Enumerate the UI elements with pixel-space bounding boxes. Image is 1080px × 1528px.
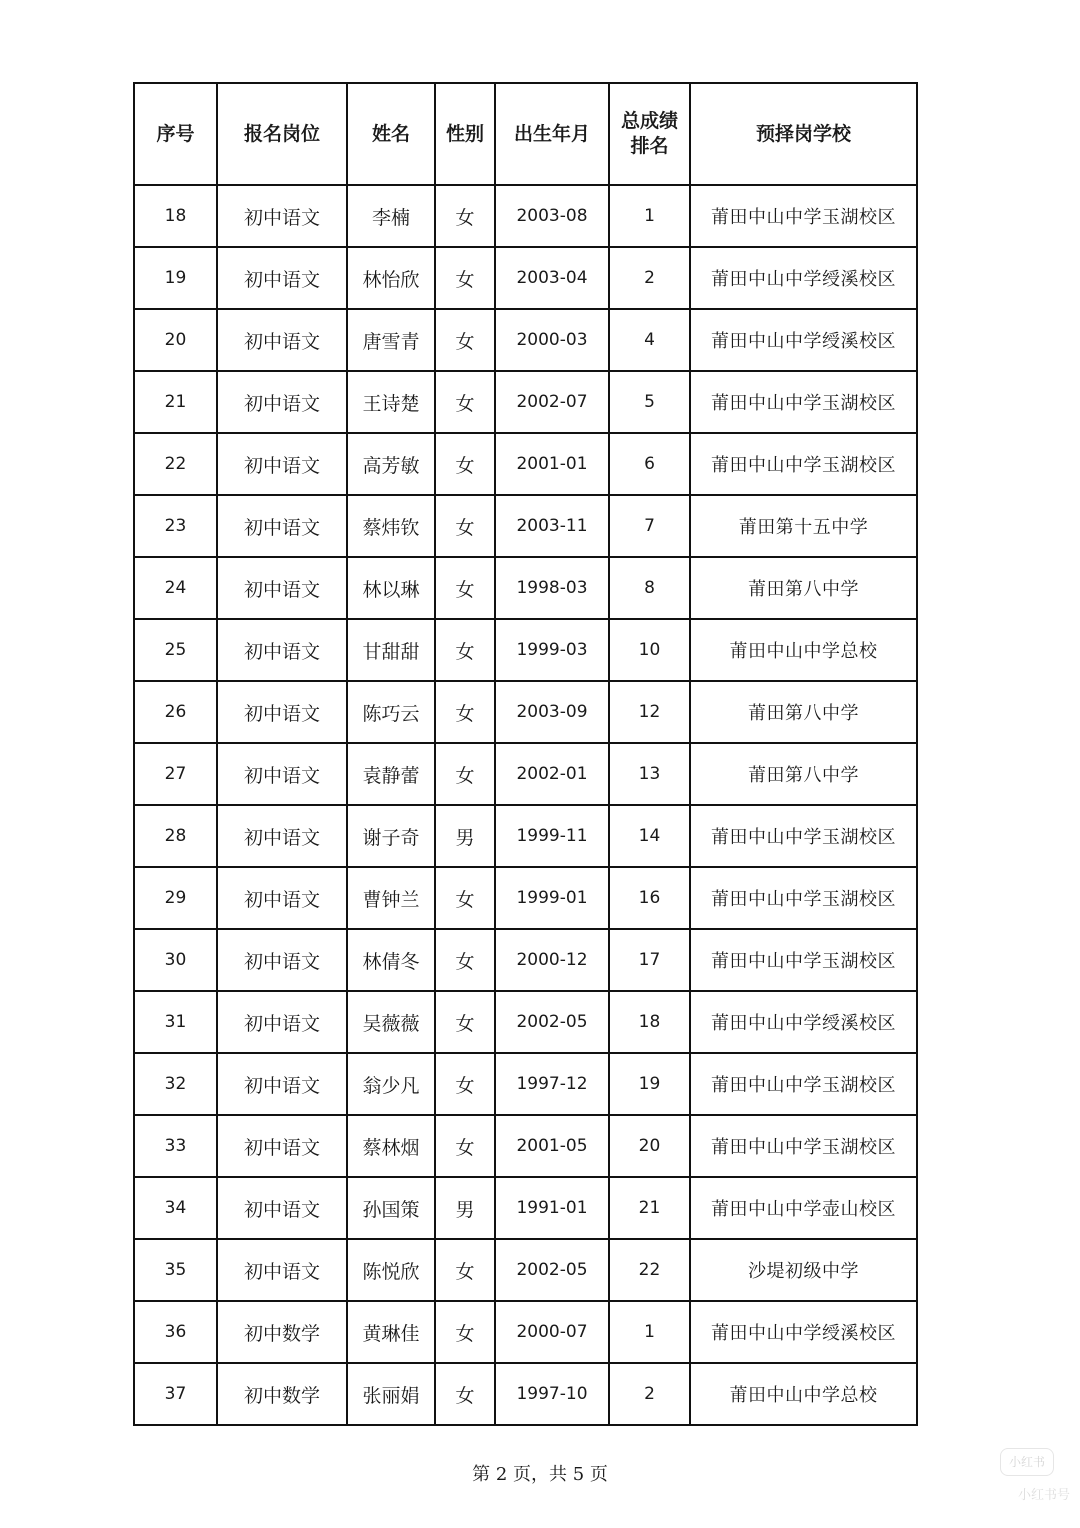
table-row bbox=[134, 743, 917, 805]
cell-position: 初中语文 bbox=[217, 247, 347, 309]
cell-gender: 女 bbox=[435, 619, 495, 681]
header-name: 姓名 bbox=[347, 83, 435, 185]
cell-name: 王诗楚 bbox=[347, 371, 435, 433]
cell-position: 初中语文 bbox=[217, 743, 347, 805]
cell-school: 莆田中山中学玉湖校区 bbox=[690, 371, 917, 433]
cell-gender: 女 bbox=[435, 185, 495, 247]
cell-name: 陈巧云 bbox=[347, 681, 435, 743]
page-footer: 第 2 页，共 5 页 bbox=[472, 1464, 608, 1485]
table-row bbox=[134, 1239, 917, 1301]
table-row bbox=[134, 433, 917, 495]
cell-gender: 男 bbox=[435, 1177, 495, 1239]
watermark-logo: 小红书 bbox=[1000, 1448, 1054, 1476]
cell-serial: 25 bbox=[134, 619, 217, 681]
table-row bbox=[134, 247, 917, 309]
cell-gender: 女 bbox=[435, 1115, 495, 1177]
cell-birth: 1999-01 bbox=[495, 867, 609, 929]
cell-gender: 女 bbox=[435, 1301, 495, 1363]
cell-school: 莆田中山中学玉湖校区 bbox=[690, 929, 917, 991]
cell-gender: 女 bbox=[435, 1239, 495, 1301]
cell-birth: 2003-09 bbox=[495, 681, 609, 743]
cell-rank: 1 bbox=[609, 185, 690, 247]
header-position: 报名岗位 bbox=[217, 83, 347, 185]
cell-serial: 18 bbox=[134, 185, 217, 247]
cell-gender: 女 bbox=[435, 867, 495, 929]
cell-serial: 21 bbox=[134, 371, 217, 433]
table-row bbox=[134, 619, 917, 681]
cell-name: 吴薇薇 bbox=[347, 991, 435, 1053]
cell-rank: 5 bbox=[609, 371, 690, 433]
table-row bbox=[134, 805, 917, 867]
cell-school: 莆田中山中学绶溪校区 bbox=[690, 991, 917, 1053]
cell-birth: 1998-03 bbox=[495, 557, 609, 619]
cell-name: 林倩冬 bbox=[347, 929, 435, 991]
cell-name: 林以琳 bbox=[347, 557, 435, 619]
cell-school: 莆田中山中学玉湖校区 bbox=[690, 867, 917, 929]
cell-gender: 女 bbox=[435, 495, 495, 557]
cell-name: 林怡欣 bbox=[347, 247, 435, 309]
cell-gender: 女 bbox=[435, 1363, 495, 1425]
table-row bbox=[134, 1301, 917, 1363]
header-rank bbox=[609, 83, 690, 185]
candidate-table bbox=[133, 82, 918, 1426]
cell-school: 莆田中山中学绶溪校区 bbox=[690, 309, 917, 371]
cell-birth: 2001-01 bbox=[495, 433, 609, 495]
cell-birth: 1991-01 bbox=[495, 1177, 609, 1239]
cell-birth: 1997-10 bbox=[495, 1363, 609, 1425]
cell-serial: 20 bbox=[134, 309, 217, 371]
cell-name: 李楠 bbox=[347, 185, 435, 247]
cell-school: 莆田中山中学绶溪校区 bbox=[690, 247, 917, 309]
cell-rank: 7 bbox=[609, 495, 690, 557]
table-row bbox=[134, 557, 917, 619]
cell-serial: 19 bbox=[134, 247, 217, 309]
cell-birth: 2000-03 bbox=[495, 309, 609, 371]
cell-serial: 36 bbox=[134, 1301, 217, 1363]
cell-rank: 2 bbox=[609, 247, 690, 309]
cell-school: 莆田第八中学 bbox=[690, 557, 917, 619]
cell-school: 莆田中山中学绶溪校区 bbox=[690, 1301, 917, 1363]
table-body bbox=[134, 185, 917, 1425]
cell-rank: 20 bbox=[609, 1115, 690, 1177]
cell-name: 甘甜甜 bbox=[347, 619, 435, 681]
cell-school: 莆田中山中学玉湖校区 bbox=[690, 1053, 917, 1115]
cell-serial: 33 bbox=[134, 1115, 217, 1177]
cell-birth: 2001-05 bbox=[495, 1115, 609, 1177]
cell-serial: 35 bbox=[134, 1239, 217, 1301]
table-row bbox=[134, 1363, 917, 1425]
cell-position: 初中语文 bbox=[217, 1177, 347, 1239]
table-row bbox=[134, 1177, 917, 1239]
cell-name: 黄琳佳 bbox=[347, 1301, 435, 1363]
cell-rank: 17 bbox=[609, 929, 690, 991]
cell-birth: 1997-12 bbox=[495, 1053, 609, 1115]
cell-birth: 2000-12 bbox=[495, 929, 609, 991]
table-header-row bbox=[134, 83, 917, 185]
cell-position: 初中语文 bbox=[217, 1239, 347, 1301]
cell-birth: 2003-08 bbox=[495, 185, 609, 247]
cell-birth: 1999-11 bbox=[495, 805, 609, 867]
cell-school: 莆田中山中学玉湖校区 bbox=[690, 433, 917, 495]
table-row bbox=[134, 495, 917, 557]
cell-gender: 女 bbox=[435, 371, 495, 433]
cell-position: 初中语文 bbox=[217, 929, 347, 991]
table-row bbox=[134, 1115, 917, 1177]
cell-birth: 2000-07 bbox=[495, 1301, 609, 1363]
cell-position: 初中语文 bbox=[217, 185, 347, 247]
table-row bbox=[134, 929, 917, 991]
watermark-handle: 小红书号 bbox=[1017, 1488, 1070, 1503]
cell-rank: 10 bbox=[609, 619, 690, 681]
cell-birth: 2003-04 bbox=[495, 247, 609, 309]
cell-birth: 2002-05 bbox=[495, 1239, 609, 1301]
cell-name: 曹钟兰 bbox=[347, 867, 435, 929]
cell-school: 莆田中山中学玉湖校区 bbox=[690, 185, 917, 247]
cell-gender: 男 bbox=[435, 805, 495, 867]
cell-name: 高芳敏 bbox=[347, 433, 435, 495]
cell-school: 莆田中山中学壶山校区 bbox=[690, 1177, 917, 1239]
cell-rank: 21 bbox=[609, 1177, 690, 1239]
cell-school: 莆田中山中学玉湖校区 bbox=[690, 1115, 917, 1177]
cell-position: 初中语文 bbox=[217, 495, 347, 557]
header-school: 预择岗学校 bbox=[690, 83, 917, 185]
cell-birth: 2002-01 bbox=[495, 743, 609, 805]
cell-name: 谢子奇 bbox=[347, 805, 435, 867]
cell-serial: 29 bbox=[134, 867, 217, 929]
cell-position: 初中语文 bbox=[217, 433, 347, 495]
cell-gender: 女 bbox=[435, 557, 495, 619]
table-row bbox=[134, 185, 917, 247]
cell-position: 初中语文 bbox=[217, 619, 347, 681]
cell-name: 翁少凡 bbox=[347, 1053, 435, 1115]
cell-serial: 32 bbox=[134, 1053, 217, 1115]
table-row bbox=[134, 371, 917, 433]
cell-name: 孙国策 bbox=[347, 1177, 435, 1239]
cell-rank: 4 bbox=[609, 309, 690, 371]
cell-serial: 27 bbox=[134, 743, 217, 805]
cell-gender: 女 bbox=[435, 681, 495, 743]
cell-school: 莆田中山中学总校 bbox=[690, 1363, 917, 1425]
cell-name: 张丽娟 bbox=[347, 1363, 435, 1425]
cell-rank: 6 bbox=[609, 433, 690, 495]
cell-name: 唐雪青 bbox=[347, 309, 435, 371]
cell-serial: 28 bbox=[134, 805, 217, 867]
cell-school: 莆田第十五中学 bbox=[690, 495, 917, 557]
cell-serial: 24 bbox=[134, 557, 217, 619]
cell-position: 初中数学 bbox=[217, 1363, 347, 1425]
cell-gender: 女 bbox=[435, 991, 495, 1053]
table-row bbox=[134, 867, 917, 929]
table-row bbox=[134, 309, 917, 371]
cell-gender: 女 bbox=[435, 247, 495, 309]
cell-position: 初中语文 bbox=[217, 309, 347, 371]
cell-school: 莆田第八中学 bbox=[690, 681, 917, 743]
cell-position: 初中语文 bbox=[217, 805, 347, 867]
cell-birth: 2002-07 bbox=[495, 371, 609, 433]
header-gender: 性别 bbox=[435, 83, 495, 185]
cell-serial: 30 bbox=[134, 929, 217, 991]
cell-birth: 2002-05 bbox=[495, 991, 609, 1053]
table-row bbox=[134, 991, 917, 1053]
cell-birth: 1999-03 bbox=[495, 619, 609, 681]
cell-gender: 女 bbox=[435, 433, 495, 495]
cell-school: 沙堤初级中学 bbox=[690, 1239, 917, 1301]
cell-gender: 女 bbox=[435, 1053, 495, 1115]
cell-school: 莆田第八中学 bbox=[690, 743, 917, 805]
cell-name: 蔡林烟 bbox=[347, 1115, 435, 1177]
cell-school: 莆田中山中学玉湖校区 bbox=[690, 805, 917, 867]
cell-serial: 23 bbox=[134, 495, 217, 557]
cell-gender: 女 bbox=[435, 929, 495, 991]
cell-rank: 18 bbox=[609, 991, 690, 1053]
cell-position: 初中语文 bbox=[217, 1053, 347, 1115]
cell-serial: 26 bbox=[134, 681, 217, 743]
cell-serial: 37 bbox=[134, 1363, 217, 1425]
cell-rank: 8 bbox=[609, 557, 690, 619]
cell-position: 初中语文 bbox=[217, 1115, 347, 1177]
cell-rank: 16 bbox=[609, 867, 690, 929]
cell-name: 蔡炜钦 bbox=[347, 495, 435, 557]
cell-rank: 13 bbox=[609, 743, 690, 805]
cell-rank: 14 bbox=[609, 805, 690, 867]
cell-serial: 34 bbox=[134, 1177, 217, 1239]
cell-position: 初中语文 bbox=[217, 867, 347, 929]
cell-rank: 2 bbox=[609, 1363, 690, 1425]
cell-serial: 22 bbox=[134, 433, 217, 495]
header-rank-label: 总成绩排名 bbox=[620, 110, 678, 157]
table-row bbox=[134, 681, 917, 743]
cell-school: 莆田中山中学总校 bbox=[690, 619, 917, 681]
cell-position: 初中语文 bbox=[217, 991, 347, 1053]
cell-serial: 31 bbox=[134, 991, 217, 1053]
cell-name: 袁静蕾 bbox=[347, 743, 435, 805]
cell-rank: 12 bbox=[609, 681, 690, 743]
cell-position: 初中语文 bbox=[217, 681, 347, 743]
header-serial: 序号 bbox=[134, 83, 217, 185]
cell-rank: 19 bbox=[609, 1053, 690, 1115]
header-birth: 出生年月 bbox=[495, 83, 609, 185]
cell-gender: 女 bbox=[435, 309, 495, 371]
cell-position: 初中数学 bbox=[217, 1301, 347, 1363]
cell-position: 初中语文 bbox=[217, 371, 347, 433]
table-row bbox=[134, 1053, 917, 1115]
cell-rank: 1 bbox=[609, 1301, 690, 1363]
cell-name: 陈悦欣 bbox=[347, 1239, 435, 1301]
cell-birth: 2003-11 bbox=[495, 495, 609, 557]
cell-position: 初中语文 bbox=[217, 557, 347, 619]
cell-gender: 女 bbox=[435, 743, 495, 805]
cell-rank: 22 bbox=[609, 1239, 690, 1301]
